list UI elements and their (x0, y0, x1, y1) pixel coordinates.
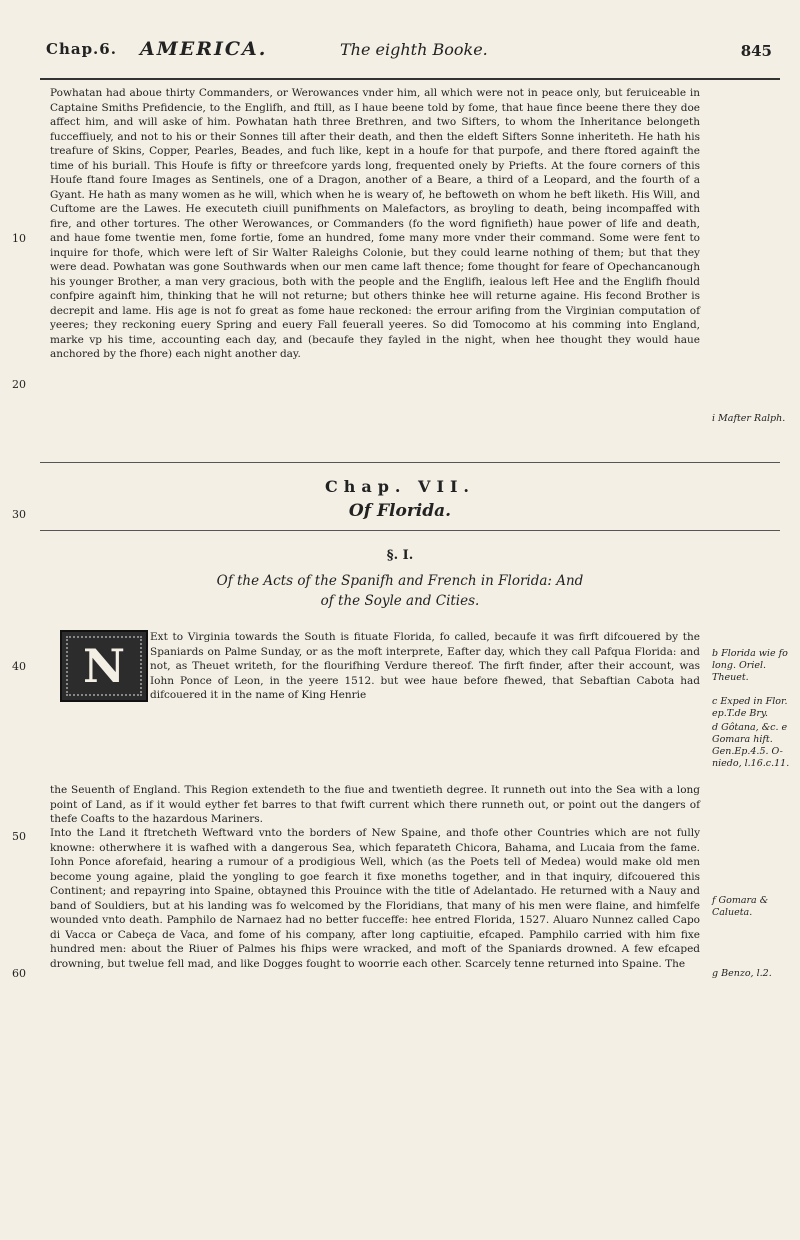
margin-note-benzo: g Benzo, l.2. (712, 968, 772, 979)
margin-note-calueta: f Gomara & Calueta. (712, 895, 769, 918)
header-title: AMERICA. (140, 38, 268, 60)
paragraph-florida-intro: Ext to Virginia towards the South is fituate Florida, fo called, becaufe it was firft difcouered by the Spaniards on Palme Sunday, or as the moft interprete, Eafter day, which they call Pafqua Florida: and not, as Theuet writeth, for the flourifhing Verdure thereof. The firft finder, after their account, was Iohn Ponce of Leon, in the yeere 1512. but wee haue before fhewed, that Sebaftian Cabota had difcouered it in the name of King Henrie (150, 631, 700, 701)
paragraph-florida-region: the Seuenth of England. This Region extendeth to the fiue and twentieth degree. It runneth out into the Sea with a long point of Land, as if it would eyther fet barres to that fwift current which there runneth out, or point out the dangers of thefe Coafts to the hazardous Mariners. (50, 784, 700, 825)
chapter-title: Of Florida. (348, 501, 452, 521)
line-number-10: 10 (12, 232, 26, 245)
line-number-30: 30 (12, 508, 26, 521)
chapter-number: Chap. VII. (324, 477, 475, 496)
section-title-line2: of the Soyle and Cities. (320, 593, 480, 609)
line-number-40: 40 (12, 660, 26, 673)
line-number-60: 60 (12, 967, 26, 980)
section-title (0, 571, 800, 611)
page-number: 845 (740, 42, 772, 60)
decorated-initial (60, 630, 148, 702)
margin-note-gomara: d Gôtana, &c. e Gomara hift. Gen.Ep.4.5. O-niedo, l.16.c.11. (712, 722, 790, 769)
initial-letter: N (82, 639, 126, 693)
paragraph-florida-exploration: Into the Land it ftretcheth Weftward vnto the borders of New Spaine, and thofe other Countries which are not fully knowne: otherwhere it is wafhed with a dangerous Sea, which feparateth Chicora, Bahama, and Lucaia from the fame. Iohn Ponce aforefaid, hearing a rumour of a prodigious Well, which (as the Poets tell of Medea) would make old men become young againe, plaid the yongling to goe fearch it fixe moneths together, and in that inquiry, difcouered this Continent; and repayring into Spaine, obtayned this Prouince with the title of Adelantado. He returned with a Nauy and band of Souldiers, but at his landing was fo welcomed by the Floridians, that many of his men were flaine, and himfelfe wounded vnto death. Pamphilo de Narnaez had no better fucceffe: hee entred Florida, 1527. Aluaro Nunnez called Capo di Vacca or Cabeça de Vaca, and fome of his company, after long captiuitie, efcaped. Pamphilo carried with him fixe hundred men: about the Riuer of Palmes his fhips were wracked, and moft of the Spaniards drowned. A few efcaped drowning, but twelue fell mad, and like Dogges fought to woorrie each other. Scarcely tenne returned into Spaine. The (50, 827, 700, 970)
section-title-line1: Of the Acts of the Spanifh and French in Florida: And (216, 573, 584, 589)
line-number-50: 50 (12, 830, 26, 843)
margin-note-florida: b Florida wie fo long. Oriel. Theuet. (712, 648, 788, 683)
running-header (40, 30, 780, 80)
header-chapter: Chap.6. (46, 40, 117, 58)
section-number: §. I. (386, 548, 414, 563)
margin-note-exped: c Exped in Flor. ep.T.de Bry. (712, 696, 788, 719)
margin-note-ralph: i Mafter Ralph. (712, 413, 786, 424)
chapter-rule-top (40, 462, 780, 463)
chapter-rule-bottom (40, 530, 780, 531)
header-book: The eighth Booke. (340, 40, 488, 59)
paragraph-powhatan: Powhatan had aboue thirty Commanders, or Werowances vnder him, all which were not in peace only, but feruiceable in Captaine Smiths Prefidencie, to the Englifh, and ftill, as I haue beene told by fome, that haue fince beene there they doe affect him, and will aske of him. Powhatan hath three Brethren, and two Sifters, to whom the Inheritance belongeth fucceffiuely, and not to his or their Sonnes till after their death, and then the eldeft Sifters Sonne inheriteth. He hath his treafure of Skins, Copper, Pearles, Beades, and fuch like, kept in a houfe for that purpofe, and there ftored againft the time of his buriall. This Houfe is fifty or threefcore yards long, frequented onely by Priefts. At the foure corners of this Houfe ftand foure Images as Sentinels, one of a Dragon, another of a Beare, a third of a Leopard, and the fourth of a Gyant. He hath as many women as he will, which when he is weary of, he beftoweth on whom he beft liketh. His Will, and Cuftome are the Lawes. He executeth ciuill punifhments on Malefactors, as broyling to death, being incompaffed with fire, and other tortures. The other Werowances, or Commanders (fo the word fignifieth) haue power of life and death, and haue fome twentie men, fome fortie, fome an hundred, fome many more vnder their command. Some were fent to inquire for thofe, which were left of Sir Walter Raleighs Colonie, but they could learne nothing of them; but that they were dead. Powhatan was gone Southwards when our men came laft thence; fome thought for feare of Opechancanough his younger Brother, a man very gracious, both with the people and the Englifh, iealous left Hee and the Englifh fhould confpire againft him, thinking that he will not returne; but others thinke hee will returne againe. His fecond Brother is decrepit and lame. His age is not fo great as fome haue reckoned: the errour arifing from the Virginian computation of yeeres; they reckoning euery Spring and euery Fall feuerall yeeres. So did Tomocomo at his comming into England, marke vp his time, accounting each day, and (becaufe they fayled in the night, when hee thought they would haue anchored by the fhore) each night another day. (50, 87, 700, 360)
line-number-20: 20 (12, 378, 26, 391)
